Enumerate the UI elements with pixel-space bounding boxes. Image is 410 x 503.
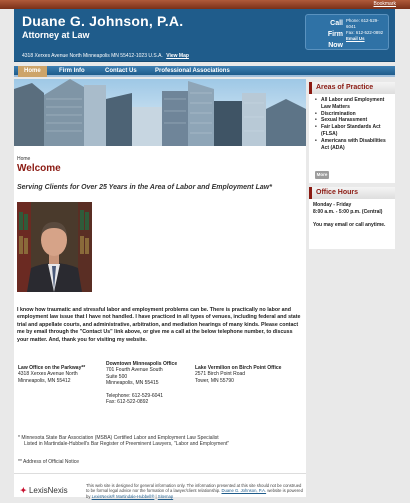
areas-title: Areas of Practice [309,82,395,94]
call-firm-now [309,18,343,51]
footnotes [18,435,229,448]
areas-list [309,94,395,151]
office-line: 701 Fourth Avenue South [106,367,163,374]
attorney-photo [17,202,92,292]
more-button[interactable]: More [316,172,328,177]
disclaimer-mid: website is powered by [86,488,303,499]
firm-name[interactable]: Duane G. Johnson, P.A. [22,13,184,29]
header-address [22,53,189,59]
hours-note: You may email or call anytime. [313,221,386,228]
footer-disclaimer [86,483,304,499]
list-item[interactable]: • Discrimination [315,111,391,118]
view-map-link[interactable]: View Map [166,53,189,59]
page-title: Welcome [17,163,61,174]
top-bar [0,0,410,9]
hero-skyline-image [14,79,306,146]
list-item[interactable]: • Americans with Disabilities Act (ADA) [315,138,391,152]
office-downtown [106,361,177,406]
office-title: Lake Vermilion on Birch Point Office [195,365,282,371]
intro-paragraph: I know how traumatic and stressful labor and employment problems can be. There is practically no labor and employment law issue that I have not handled. I have practiced in all types of venues, including federal and state trial and appellate courts, and administrative, arbitration, and mediation hearings of many kinds. Please contact me by email through the "Contact Us" link above, or give me a call at the below telephone number, to discuss your matter. And, thank you for visiting my website. [17,307,301,343]
nav-home[interactable]: Home [18,66,47,77]
office-line: Tower, MN 55790 [195,377,234,384]
lexisnexis-logo[interactable] [20,486,68,495]
office-line: Suite 500 [106,373,128,380]
office-hours-box [309,187,395,249]
contact-details [346,18,388,42]
office-line: Fax: 612-522-0892 [106,399,149,406]
office-line: 2571 Birch Point Road [195,371,246,378]
footnote-2: ** Address of Official Notice [18,459,80,465]
hours-body [309,199,395,228]
areas-of-practice-box [309,82,395,183]
fax-number: Fax: 612-522-0892 [346,30,384,35]
lexisnexis-logo-text: LexisNexis [28,486,68,495]
firm-link[interactable]: Duane G. Johnson, P.A. [221,488,267,494]
firm-subtitle: Attorney at Law [22,30,90,40]
office-lake-vermilion [195,365,281,384]
call-firm-box [305,14,389,50]
breadcrumb[interactable]: Home [17,156,31,162]
nav-contact-us[interactable]: Contact Us [105,68,137,74]
now-word: Now [328,42,343,49]
email-us-link[interactable]: Email Us [346,36,365,41]
hours-days: Monday - Friday [313,202,352,208]
list-item[interactable]: • Fair Labor Standards Act (FLSA) [315,124,391,138]
office-line: 4318 Xerxes Avenue North [18,371,78,378]
hours-time: 8:00 a.m. - 5:00 p.m. (Central) [313,208,383,215]
call-word: Call [330,20,343,27]
separator: | [155,493,157,499]
phone-number: Phone: 612-529-6041 [346,18,379,29]
office-title: Downtown Minneapolis Office [106,361,178,367]
site-header [14,9,395,62]
lexisnexis-link[interactable]: LexisNexis® Martindale-Hubbell® [91,493,155,499]
office-title: Law Office on the Parkway** [18,365,86,371]
main-content [14,79,306,497]
office-line: Minneapolis, MN 55415 [106,380,159,387]
nav-firm-info[interactable]: Firm Info [59,68,85,74]
sitemap-link[interactable]: Sitemap [157,493,174,499]
hours-title: Office Hours [309,187,395,199]
firm-word: Firm [327,31,343,38]
office-line: Minneapolis, MN 55412 [18,377,71,384]
list-item[interactable]: • All Labor and Employment Law Matters [315,97,391,111]
disclaimer-text: This web site is designed for general information only. The information presented at this site should not be construed to be formal legal advice nor the formation of a lawyer/client relationship. [86,483,302,494]
office-parkway [18,365,85,384]
lexisnexis-logo-icon: ✦ [20,486,27,495]
footnote-1: * Minnesota State Bar Association (MSBA) Certified Labor and Employment Law Specialist [18,435,219,441]
footnote-1-cont: Listed in Martindale-Hubbell's Bar Register of Preeminent Lawyers, "Labor and Employment" [24,441,230,448]
list-item[interactable]: • Sexual Harassment [315,117,391,124]
bookmark-link[interactable]: Bookmark [373,1,396,7]
nav-professional-associations[interactable]: Professional Associations [155,68,230,74]
main-nav [14,66,395,77]
address-text: 4318 Xerxes Avenue North Minneapolis MN 55412-1023 U.S.A. [22,53,163,59]
tagline: Serving Clients for Over 25 Years in the Area of Labor and Employment Law* [17,184,272,191]
site-footer [14,473,306,497]
office-line: Telephone: 612-529-6041 [106,393,163,400]
